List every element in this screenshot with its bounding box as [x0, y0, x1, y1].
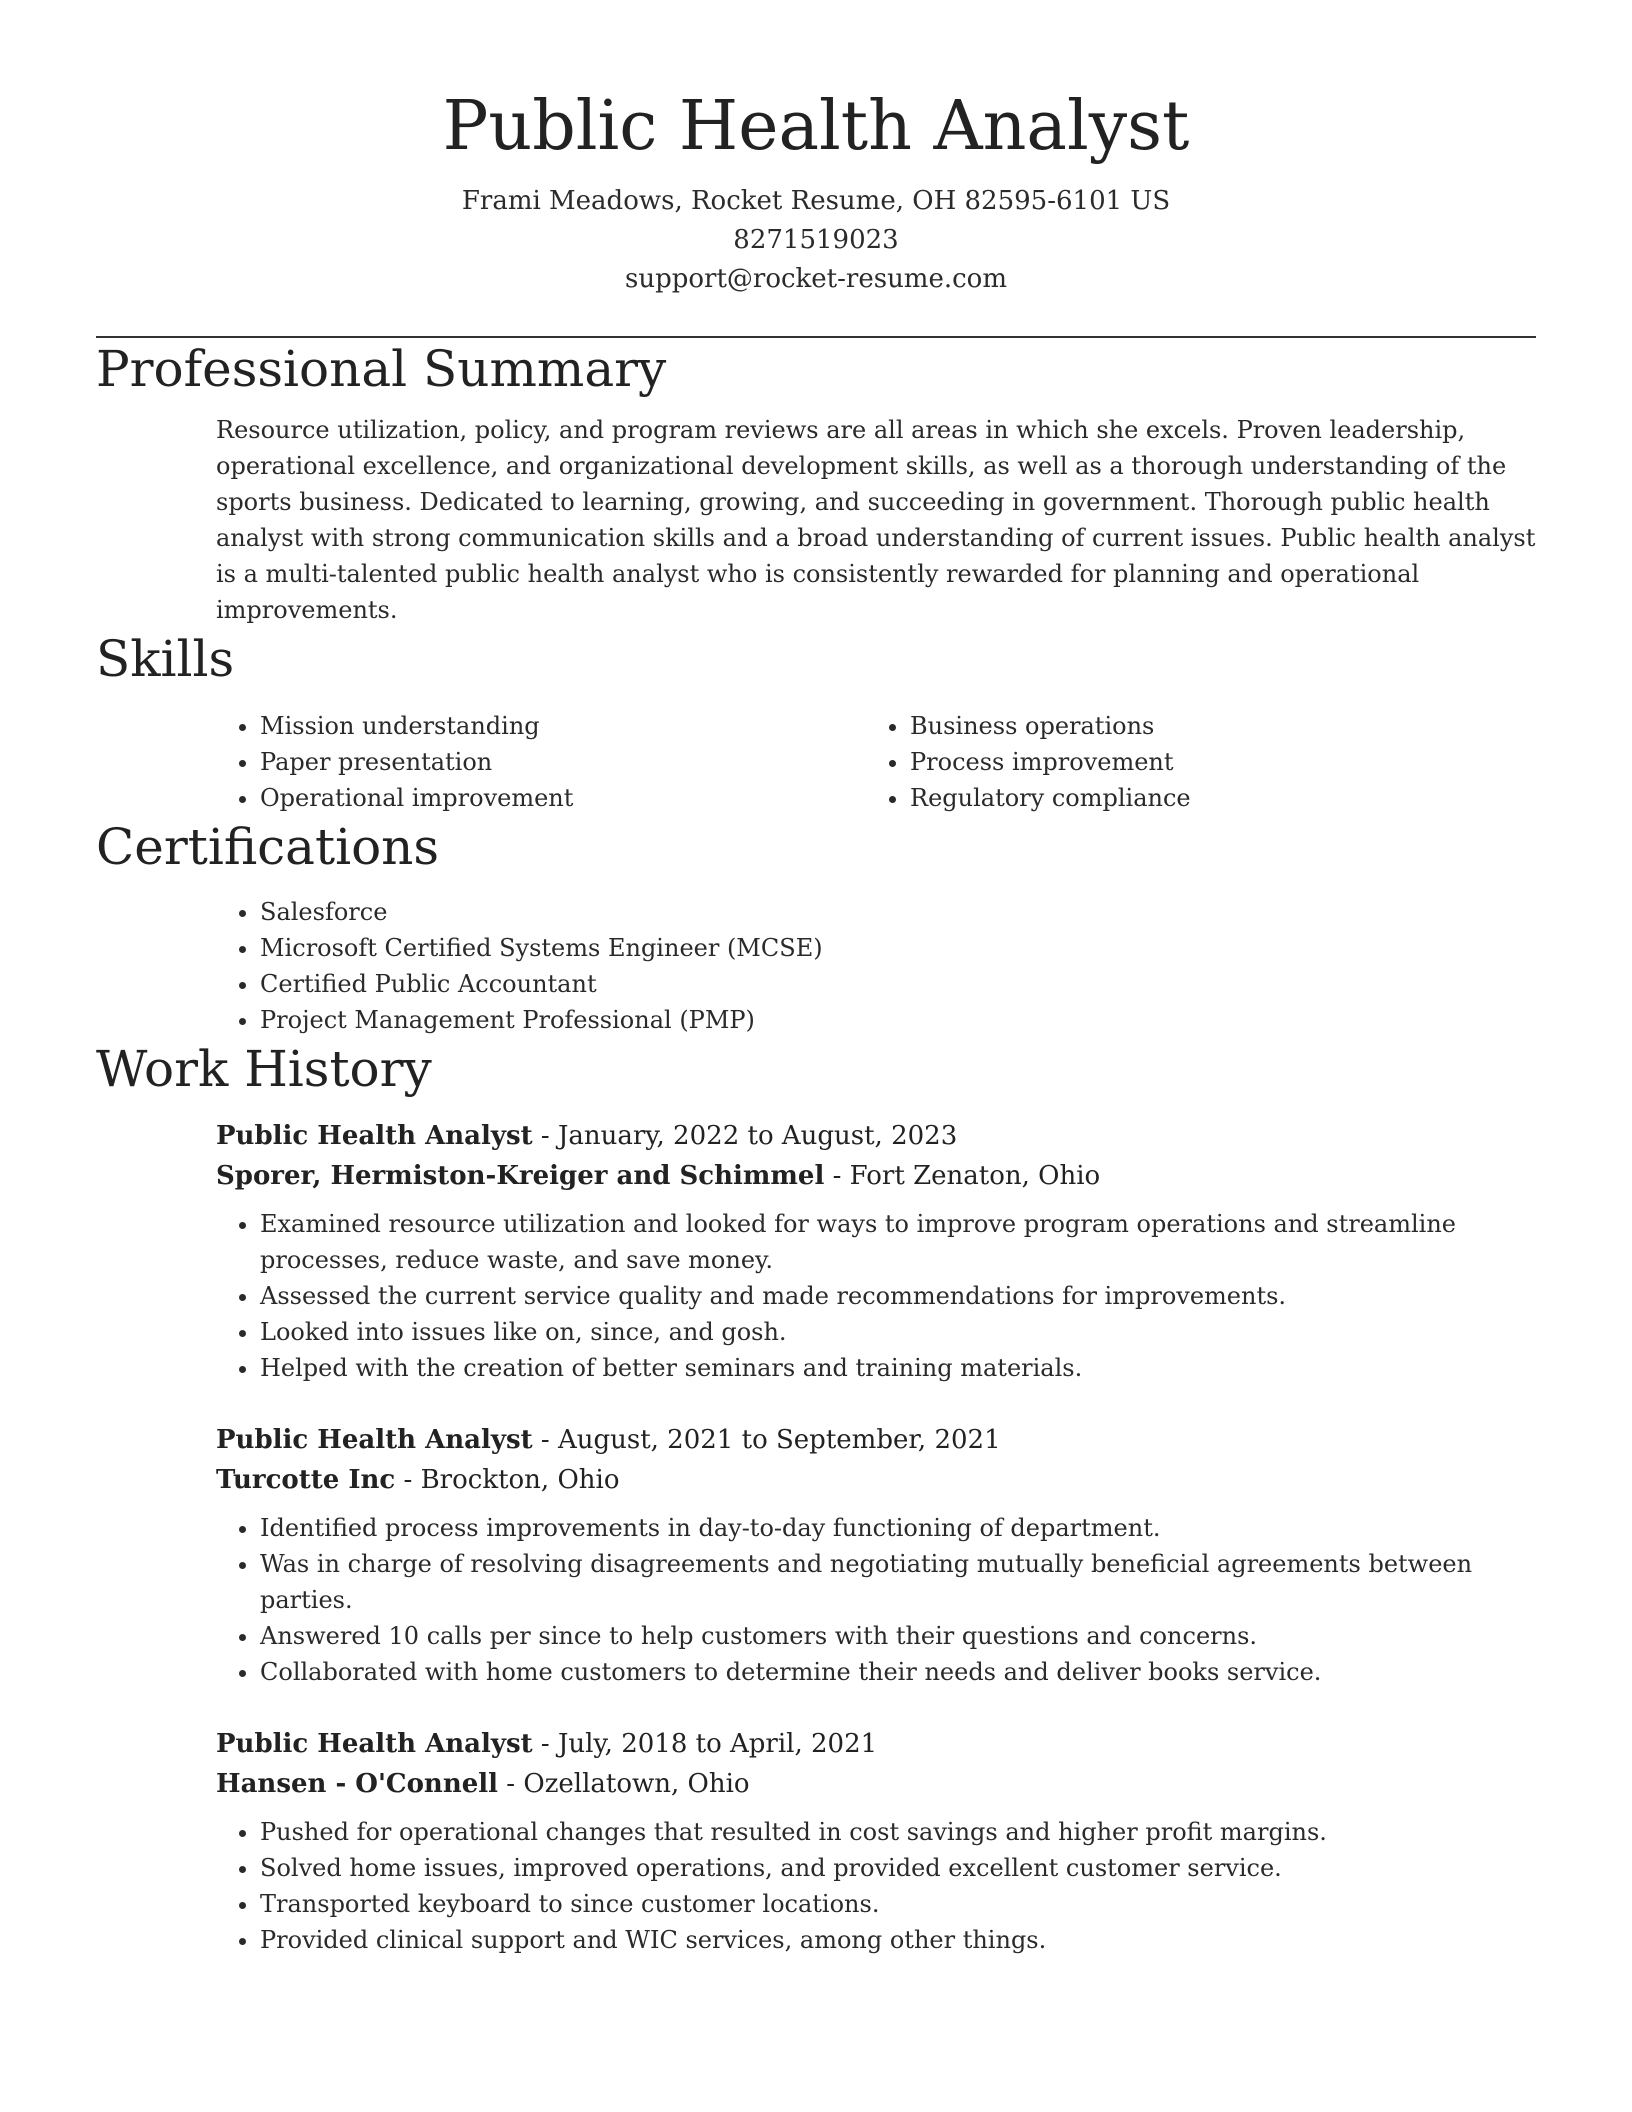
job-location: Brockton, Ohio [420, 1465, 620, 1495]
skills-heading: Skills [96, 630, 235, 688]
job-entry [216, 1724, 1536, 1958]
job-company: Turcotte Inc [216, 1465, 396, 1495]
job-bullets [216, 1814, 1536, 1958]
certifications-heading: Certifications [96, 818, 440, 876]
job-bullet: • Assessed the current service quality and made recommendations for improvements. [260, 1278, 1536, 1314]
summary-heading: Professional Summary [96, 340, 667, 398]
job-bullet: • Examined resource utilization and looked for ways to improve program operations and streamline processes, reduce waste, and save money. [260, 1206, 1536, 1278]
skill-item: • Regulatory compliance [910, 780, 1516, 816]
job-title-line [216, 1724, 1536, 1764]
resume-name: Public Health Analyst [442, 87, 1190, 166]
job-separator: - [395, 1465, 421, 1495]
job-company-line [216, 1764, 1536, 1804]
job-title-line [216, 1116, 1536, 1156]
certification-item: • Certified Public Accountant [260, 966, 1536, 1002]
job-bullet: • Answered 10 calls per since to help customers with their questions and concerns. [260, 1618, 1536, 1654]
skill-item: • Business operations [910, 708, 1516, 744]
job-bullet: • Provided clinical support and WIC services, among other things. [260, 1922, 1536, 1958]
work-history-heading: Work History [96, 1040, 432, 1098]
job-separator: - [532, 1729, 558, 1759]
resume-page [96, 0, 1536, 1958]
contact-phone: 8271519023 [733, 225, 899, 255]
certification-item: • Salesforce [260, 894, 1536, 930]
job-company: Hansen - O'Connell [216, 1769, 499, 1799]
job-bullets [216, 1206, 1536, 1386]
contact-address: Frami Meadows, Rocket Resume, OH 82595-6101 US [461, 186, 1171, 216]
job-title-line [216, 1420, 1536, 1460]
skill-item: • Process improvement [910, 744, 1516, 780]
job-dates: January, 2022 to August, 2023 [557, 1121, 958, 1151]
job-bullet: • Collaborated with home customers to determine their needs and deliver books service. [260, 1654, 1536, 1690]
job-bullet: • Solved home issues, improved operations, and provided excellent customer service. [260, 1850, 1536, 1886]
job-title: Public Health Analyst [216, 1729, 533, 1759]
job-company: Sporer, Hermiston-Kreiger and Schimmel [216, 1161, 825, 1191]
skill-item: • Paper presentation [260, 744, 866, 780]
contact-email: support@rocket-resume.com [624, 264, 1007, 294]
summary-text: Resource utilization, policy, and program reviews are all areas in which she excels. Proven leadership, operational excellence, and organizational development skills, as well as a thorough understanding of the sports business. Dedicated to learning, growing, and succeeding in government. Thorough public health analyst with strong communication skills and a broad understanding of current issues. Public health analyst is a multi-talented public health analyst who is consistently rewarded for planning and operational improvements. [216, 416, 1536, 624]
job-separator: - [824, 1161, 850, 1191]
job-bullet: • Looked into issues like on, since, and gosh. [260, 1314, 1536, 1350]
skills-column-right [866, 708, 1516, 816]
job-bullets [216, 1510, 1536, 1690]
job-bullet: • Helped with the creation of better seminars and training materials. [260, 1350, 1536, 1386]
job-bullet: • Pushed for operational changes that resulted in cost savings and higher profit margins. [260, 1814, 1536, 1850]
job-dates: August, 2021 to September, 2021 [557, 1425, 1001, 1455]
job-entry [216, 1116, 1536, 1386]
job-company-line [216, 1156, 1536, 1196]
certification-item: • Project Management Professional (PMP) [260, 1002, 1536, 1038]
job-bullet: • Identified process improvements in day-to-day functioning of department. [260, 1510, 1536, 1546]
job-location: Fort Zenaton, Ohio [849, 1161, 1101, 1191]
skills-column-left [216, 708, 866, 816]
skill-item: • Operational improvement [260, 780, 866, 816]
job-separator: - [532, 1425, 558, 1455]
job-location: Ozellatown, Ohio [523, 1769, 750, 1799]
skills-grid [216, 708, 1536, 816]
certification-item: • Microsoft Certified Systems Engineer (MCSE) [260, 930, 1536, 966]
job-bullet: • Was in charge of resolving disagreements and negotiating mutually beneficial agreements between parties. [260, 1546, 1536, 1618]
job-company-line [216, 1460, 1536, 1500]
job-separator: - [498, 1769, 524, 1799]
job-entry [216, 1420, 1536, 1690]
job-dates: July, 2018 to April, 2021 [557, 1729, 878, 1759]
job-title: Public Health Analyst [216, 1425, 533, 1455]
job-bullet: • Transported keyboard to since customer locations. [260, 1886, 1536, 1922]
resume-header [96, 0, 1536, 299]
certifications-list [216, 894, 1536, 1038]
job-separator: - [532, 1121, 558, 1151]
skill-item: • Mission understanding [260, 708, 866, 744]
job-title: Public Health Analyst [216, 1121, 533, 1151]
